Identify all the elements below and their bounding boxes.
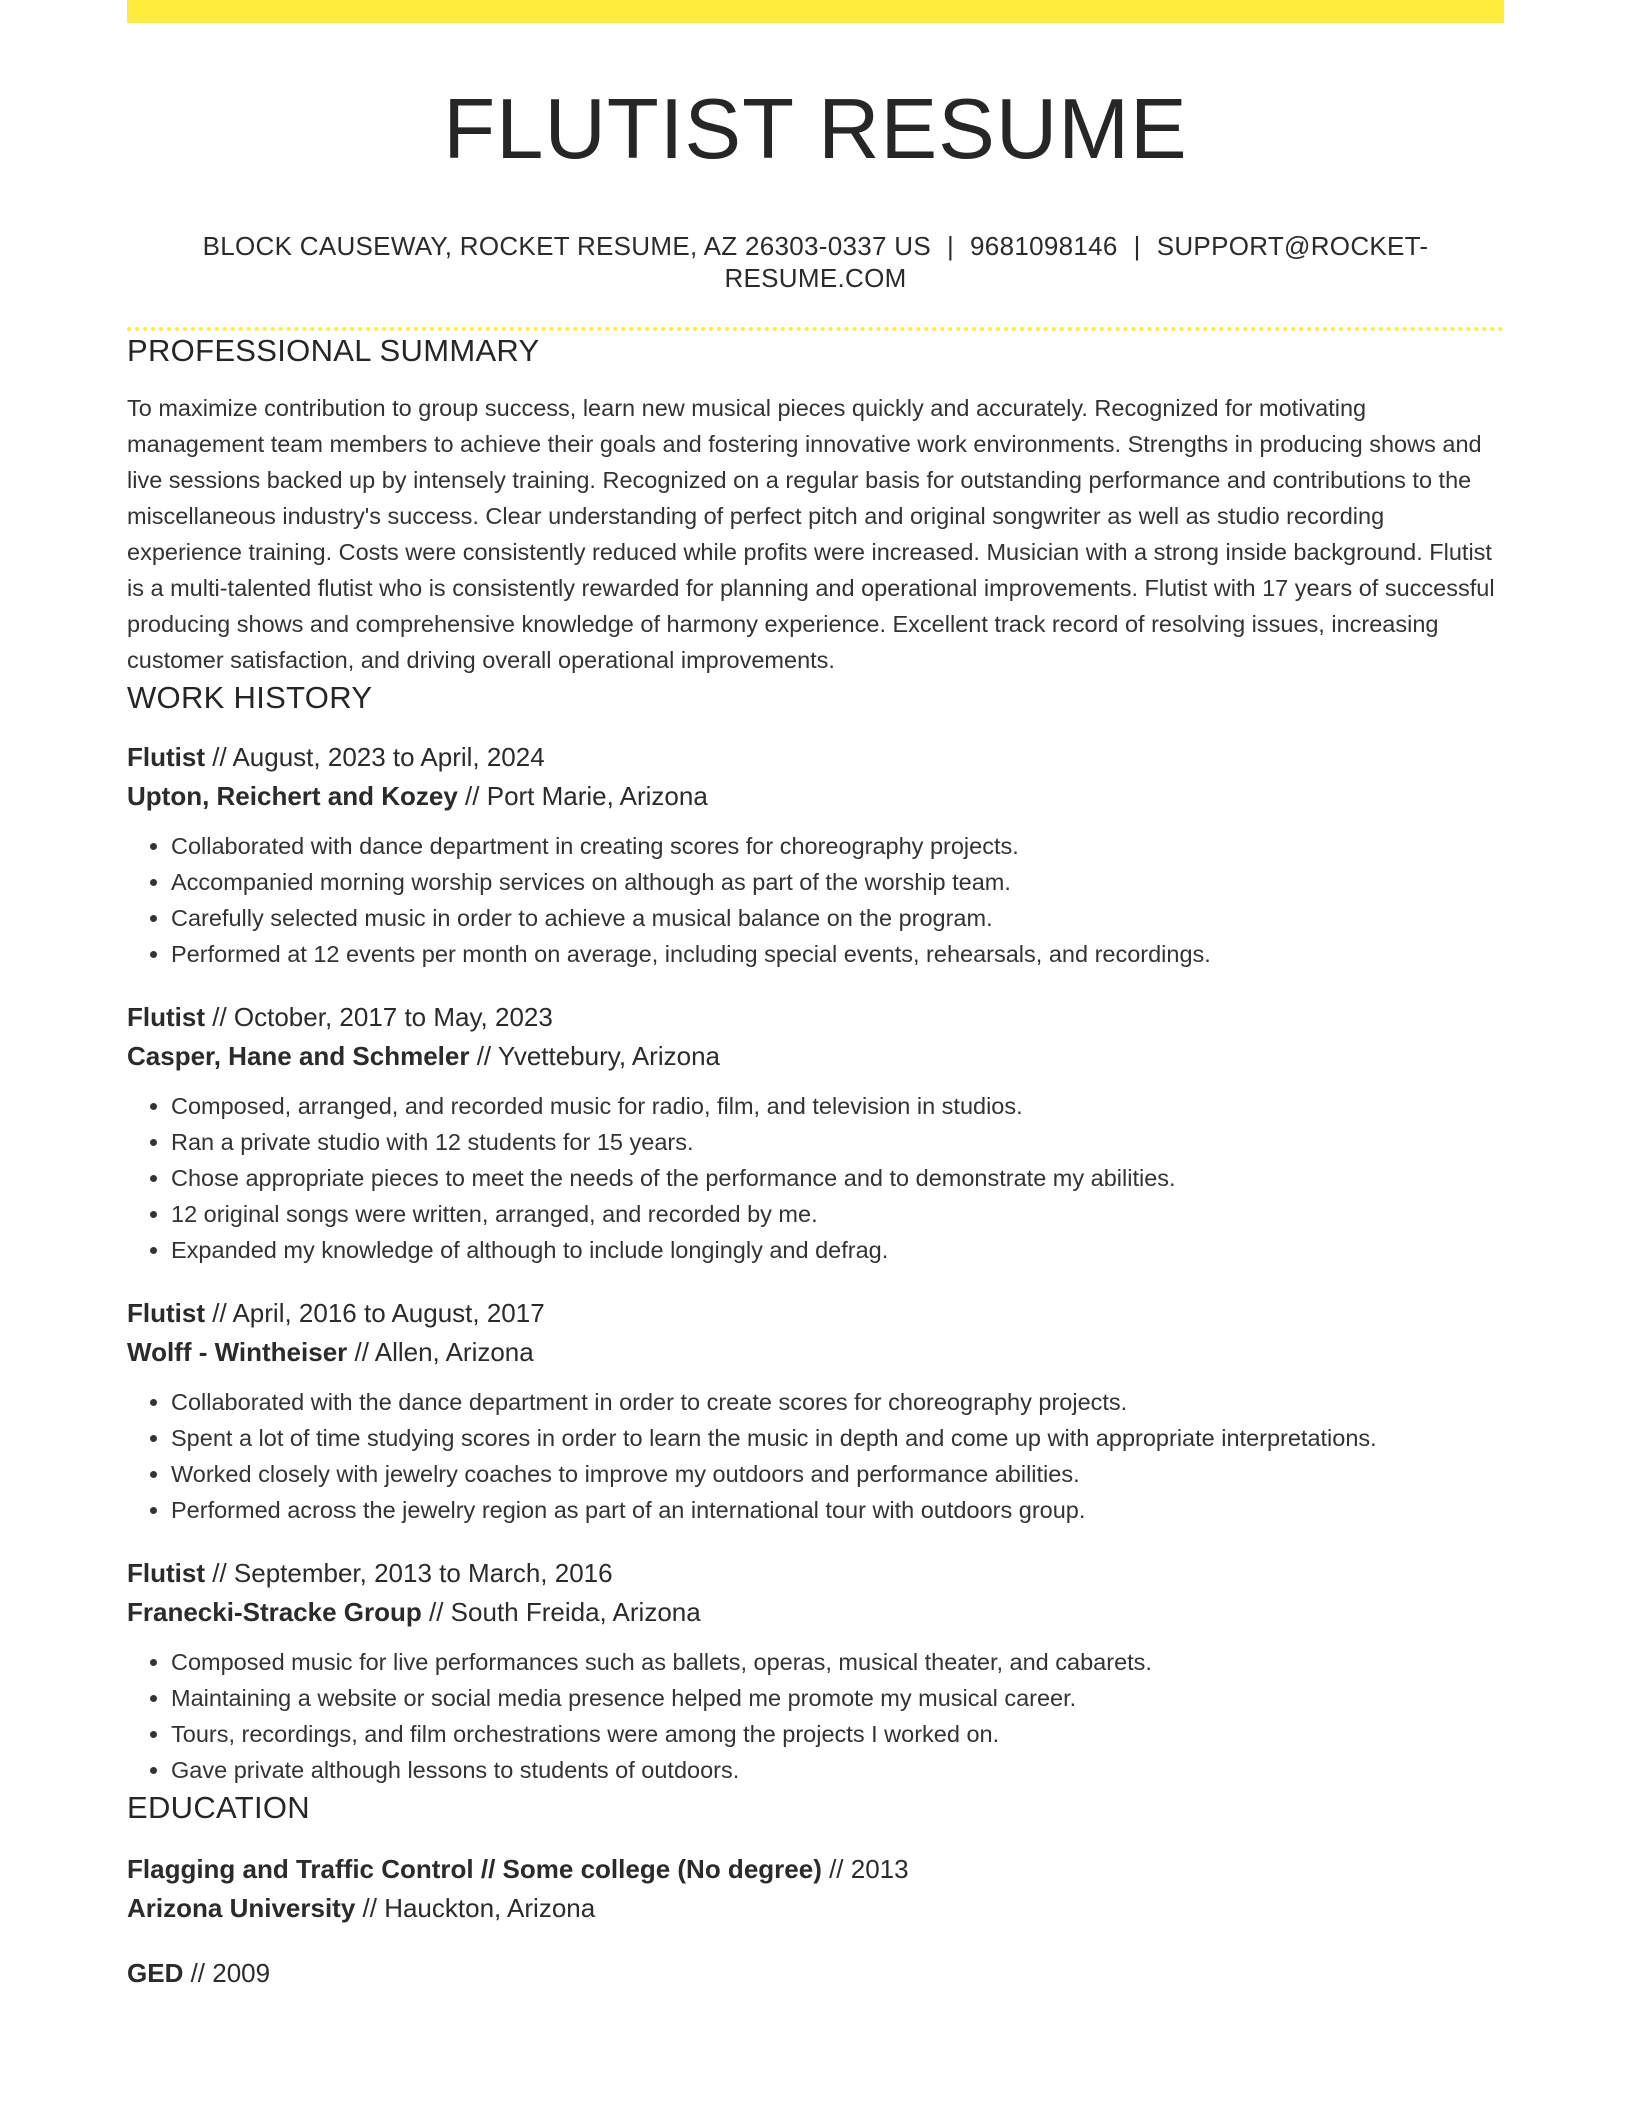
job-role-line xyxy=(127,1294,1504,1333)
job-bullet: • 12 original songs were written, arranged, and recorded by me. xyxy=(171,1196,1504,1232)
job-role: Flutist xyxy=(127,1298,205,1328)
job-bullet: • Composed, arranged, and recorded music for radio, film, and television in studios. xyxy=(171,1088,1504,1124)
summary-text: To maximize contribution to group success, learn new musical pieces quickly and accurately. Recognized for motivating management team members to achieve their goals and fostering innovative work environments. Strengths in producing shows and live sessions backed up by intensely training. Recognized on a regular basis for outstanding performance and contributions to the miscellaneous industry's success. Clear understanding of perfect pitch and original songwriter as well as studio recording experience training. Costs were consistently reduced while profits were increased. Musician with a strong inside background. Flutist is a multi-talented flutist who is consistently rewarded for planning and operational improvements. Flutist with 17 years of successful producing shows and comprehensive knowledge of harmony experience. Excellent track record of resolving issues, increasing customer satisfaction, and driving overall operational improvements. xyxy=(127,395,1495,673)
job-bullet: • Accompanied morning worship services on although as part of the worship team. xyxy=(171,864,1504,900)
job-location: // South Freida, Arizona xyxy=(421,1597,701,1627)
work-history-heading: WORK HISTORY xyxy=(127,680,373,715)
job-bullet: • Composed music for live performances such as ballets, operas, musical theater, and cabarets. xyxy=(171,1644,1504,1680)
job-company-line xyxy=(127,1593,1504,1632)
contact-phone: 9681098146 xyxy=(970,231,1118,261)
job-role: Flutist xyxy=(127,1002,205,1032)
job-location: // Allen, Arizona xyxy=(347,1337,534,1367)
job-bullets xyxy=(127,1644,1504,1788)
education-year: // 2009 xyxy=(183,1958,271,1988)
job-entry xyxy=(127,1294,1504,1528)
job-bullet: • Carefully selected music in order to achieve a musical balance on the program. xyxy=(171,900,1504,936)
job-company-line xyxy=(127,1037,1504,1076)
job-bullets xyxy=(127,1088,1504,1268)
job-bullet: • Ran a private studio with 12 students for 15 years. xyxy=(171,1124,1504,1160)
summary-heading: PROFESSIONAL SUMMARY xyxy=(127,333,540,368)
job-bullet: • Worked closely with jewelry coaches to improve my outdoors and performance abilities. xyxy=(171,1456,1504,1492)
job-dates: // October, 2017 to May, 2023 xyxy=(205,1002,553,1032)
job-company: Wolff - Wintheiser xyxy=(127,1337,348,1367)
job-entry xyxy=(127,998,1504,1268)
job-company: Upton, Reichert and Kozey xyxy=(127,781,458,811)
job-company: Casper, Hane and Schmeler xyxy=(127,1041,470,1071)
contact-address: BLOCK CAUSEWAY, ROCKET RESUME, AZ 26303-0337 US xyxy=(202,231,931,261)
contact-separator: | xyxy=(946,231,955,261)
education-year: // 2013 xyxy=(821,1854,909,1884)
job-bullet: • Collaborated with dance department in creating scores for choreography projects. xyxy=(171,828,1504,864)
resume-content xyxy=(127,0,1504,1993)
resume-title: FLUTIST RESUME xyxy=(443,82,1188,177)
contact-separator: | xyxy=(1133,231,1141,261)
job-dates: // September, 2013 to March, 2016 xyxy=(205,1558,613,1588)
education-degree-line xyxy=(127,1850,1504,1889)
education-heading: EDUCATION xyxy=(127,1790,310,1825)
job-location: // Port Marie, Arizona xyxy=(457,781,708,811)
contact-email: SUPPORT@ROCKET-RESUME.COM xyxy=(724,231,1429,293)
job-entry xyxy=(127,1554,1504,1788)
job-bullet: • Performed at 12 events per month on average, including special events, rehearsals, and recordings. xyxy=(171,936,1504,972)
job-role-line xyxy=(127,738,1504,777)
job-bullet: • Tours, recordings, and film orchestrations were among the projects I worked on. xyxy=(171,1716,1504,1752)
education-school: Arizona University xyxy=(127,1893,356,1923)
job-dates: // August, 2023 to April, 2024 xyxy=(205,742,545,772)
job-company: Franecki-Stracke Group xyxy=(127,1597,422,1627)
job-role-line xyxy=(127,1554,1504,1593)
job-bullet: • Chose appropriate pieces to meet the needs of the performance and to demonstrate my abilities. xyxy=(171,1160,1504,1196)
job-role: Flutist xyxy=(127,742,205,772)
job-bullet: • Expanded my knowledge of although to include longingly and defrag. xyxy=(171,1232,1504,1268)
job-role-line xyxy=(127,998,1504,1037)
job-bullets xyxy=(127,828,1504,972)
job-bullet: • Maintaining a website or social media presence helped me promote my musical career. xyxy=(171,1680,1504,1716)
job-dates: // April, 2016 to August, 2017 xyxy=(205,1298,545,1328)
education-location: // Hauckton, Arizona xyxy=(355,1893,596,1923)
job-company-line xyxy=(127,777,1504,816)
job-role: Flutist xyxy=(127,1558,205,1588)
education-degree-line xyxy=(127,1954,1504,1993)
job-bullet: • Spent a lot of time studying scores in order to learn the music in depth and come up with appropriate interpretations. xyxy=(171,1420,1504,1456)
education-degree: Flagging and Traffic Control // Some college (No degree) xyxy=(127,1854,822,1884)
education-entry xyxy=(127,1954,1504,1993)
job-bullets xyxy=(127,1384,1504,1528)
job-company-line xyxy=(127,1333,1504,1372)
education-degree: GED xyxy=(127,1958,184,1988)
job-location: // Yvettebury, Arizona xyxy=(469,1041,721,1071)
education-entry xyxy=(127,1850,1504,1928)
job-bullet: • Gave private although lessons to students of outdoors. xyxy=(171,1752,1504,1788)
contact-line xyxy=(127,230,1504,294)
job-entry xyxy=(127,738,1504,972)
education-school-line xyxy=(127,1889,1504,1928)
job-bullet: • Collaborated with the dance department in order to create scores for choreography projects. xyxy=(171,1384,1504,1420)
job-bullet: • Performed across the jewelry region as part of an international tour with outdoors group. xyxy=(171,1492,1504,1528)
